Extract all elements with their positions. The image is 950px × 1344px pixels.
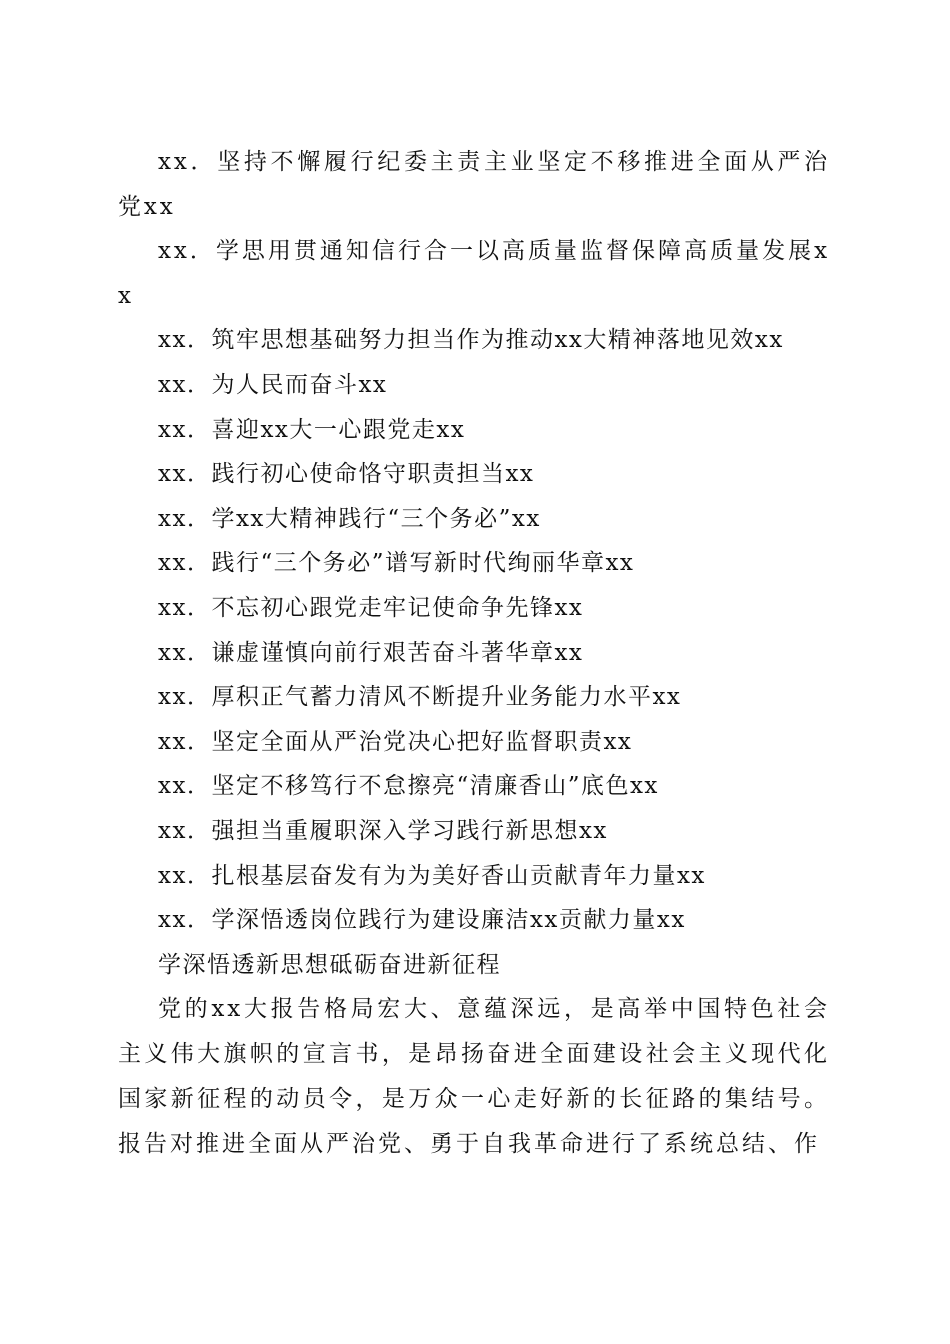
toc-item: xx．强担当重履职深入学习践行新思想xx: [158, 817, 608, 844]
toc-item: xx．践行初心使命恪守职责担当xx: [158, 461, 535, 488]
toc-item: xx．谦虚谨慎向前行艰苦奋斗著华章xx: [158, 639, 584, 666]
toc-item: xx．喜迎xx大一心跟党走xx: [158, 416, 466, 443]
toc-item: xx．不忘初心跟党走牢记使命争先锋xx: [158, 594, 584, 621]
toc-item: xx．坚定不移笃行不怠擦亮“清廉香山”底色xx: [158, 773, 659, 800]
toc-item: xx．筑牢思想基础努力担当作为推动xx大精神落地见效xx: [158, 327, 784, 354]
toc-item: xx．学深悟透岗位践行为建设廉洁xx贡献力量xx: [158, 907, 686, 934]
toc-item: xx．学思用贯通知信行合一以高质量监督保障高质量发展xx: [118, 238, 830, 309]
body-paragraph: 党的xx大报告格局宏大、意蕴深远，是高举中国特色社会主义伟大旗帜的宣言书，是昂扬奋进全面建设社会主义现代化国家新征程的动员令，是万众一心走好新的长征路的集结号。报告对推进全面从严治党、勇于自我革命进行了系统总结、作: [118, 996, 830, 1158]
toc-item: xx．践行“三个务必”谱写新时代绚丽华章xx: [158, 550, 635, 577]
toc-item: xx．为人民而奋斗xx: [158, 371, 388, 398]
toc-item: xx．学xx大精神践行“三个务必”xx: [158, 505, 541, 532]
toc-item: xx．扎根基层奋发有为为美好香山贡献青年力量xx: [158, 862, 706, 889]
toc-item: xx．坚持不懈履行纪委主责主业坚定不移推进全面从严治党xx: [118, 149, 830, 220]
section-title: 学深悟透新思想砥砺奋进新征程: [158, 951, 501, 978]
toc-item: xx．厚积正气蓄力清风不断提升业务能力水平xx: [158, 684, 682, 711]
toc-item: xx．坚定全面从严治党决心把好监督职责xx: [158, 728, 633, 755]
table-of-contents: [118, 140, 830, 1167]
